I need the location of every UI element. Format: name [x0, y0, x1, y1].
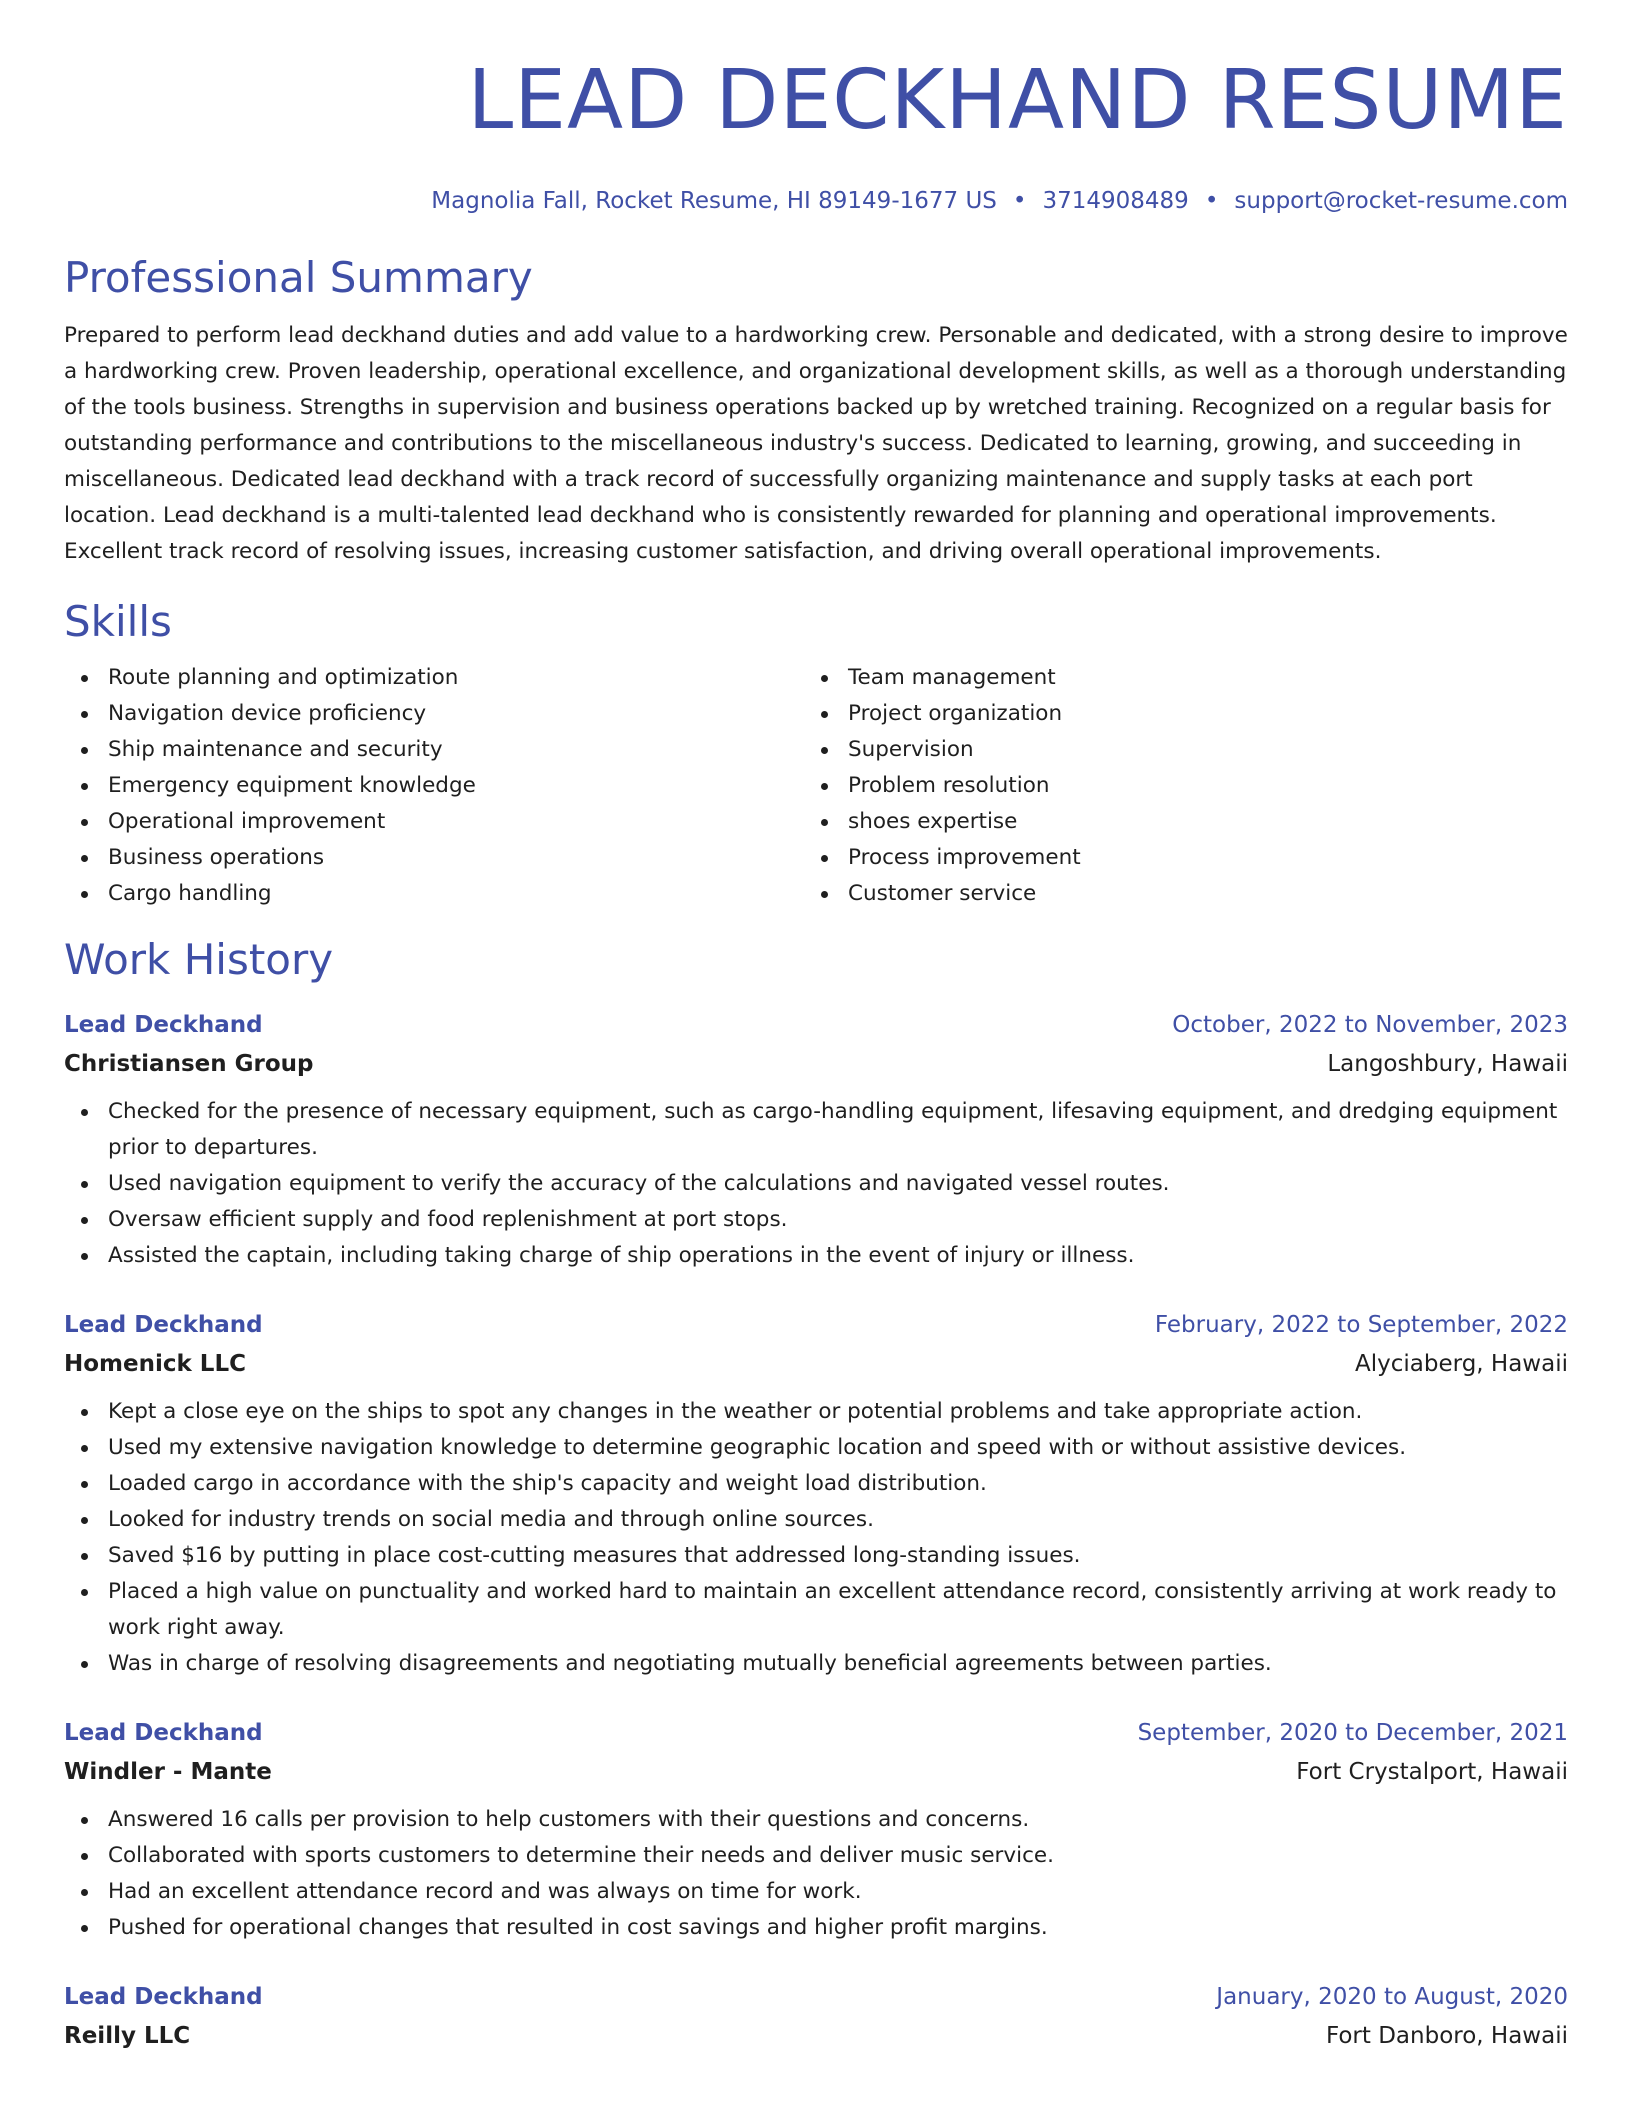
company-name: Reilly LLC [64, 2023, 191, 2049]
company-name: Windler - Mante [64, 1759, 272, 1785]
summary-text: Prepared to perform lead deckhand duties and add value to a hardworking crew. Personable and dedicated, with a strong desire to improve a hardworking crew. Proven leadership, operational excellence, and organizational development skills, as well as a thorough understanding of the tools business. Strengths in supervision and business operations backed up by wretched training. Recognized on a regular basis for outstanding performance and contributions to the miscellaneous industry's success. Dedicated to learning, growing, and succeeding in miscellaneous. Dedicated lead deckhand with a track record of successfully organizing maintenance and supply tasks at each port location. Lead deckhand is a multi-talented lead deckhand who is consistently rewarded for planning and operational improvements. Excellent track record of resolving issues, increasing customer satisfaction, and driving overall operational improvements. [64, 323, 1568, 564]
skills-list-right [804, 660, 1544, 912]
skill-item: Customer service [804, 876, 1544, 912]
skill-item: Cargo handling [64, 876, 804, 912]
job-bullets [64, 1802, 1568, 1946]
work-history-heading: Work History [64, 935, 334, 984]
job-entry [64, 1978, 1568, 2056]
job-bullet: Was in charge of resolving disagreements and negotiating mutually beneficial agreements between parties. [64, 1646, 1568, 1682]
skill-item: Process improvement [804, 840, 1544, 876]
job-title: Lead Deckhand [64, 1312, 263, 1338]
skill-item: Route planning and optimization [64, 660, 804, 696]
contact-separator: • [1204, 188, 1219, 214]
skills-columns [64, 660, 1568, 912]
job-bullet: Looked for industry trends on social media and through online sources. [64, 1502, 1568, 1538]
job-bullets [64, 1394, 1568, 1682]
job-bullet: Assisted the captain, including taking charge of ship operations in the event of injury or illness. [64, 1238, 1568, 1274]
skill-item: Navigation device proficiency [64, 696, 804, 732]
job-title: Lead Deckhand [64, 1012, 263, 1038]
company-name: Christiansen Group [64, 1051, 314, 1077]
job-bullet: Placed a high value on punctuality and worked hard to maintain an excellent attendance record, consistently arriving at work ready to work right away. [64, 1574, 1568, 1646]
job-bullet: Used my extensive navigation knowledge to determine geographic location and speed with or without assistive devices. [64, 1430, 1568, 1466]
skill-item: Team management [804, 660, 1544, 696]
job-location: Fort Danboro, Hawaii [1325, 2023, 1568, 2049]
job-title: Lead Deckhand [64, 1984, 263, 2010]
skill-item: Project organization [804, 696, 1544, 732]
contact-address: Magnolia Fall, Rocket Resume, HI 89149-1677 US [431, 188, 997, 214]
job-bullet: Checked for the presence of necessary equipment, such as cargo-handling equipment, lifesaving equipment, and dredging equipment prior to departures. [64, 1094, 1568, 1166]
job-bullet: Kept a close eye on the ships to spot any changes in the weather or potential problems and take appropriate action. [64, 1394, 1568, 1430]
job-bullets [64, 1094, 1568, 1274]
job-bullet: Pushed for operational changes that resulted in cost savings and higher profit margins. [64, 1910, 1568, 1946]
job-dates: September, 2020 to December, 2021 [1137, 1720, 1568, 1746]
skill-item: Business operations [64, 840, 804, 876]
company-name: Homenick LLC [64, 1351, 247, 1377]
skill-item: Emergency equipment knowledge [64, 768, 804, 804]
skill-item: shoes expertise [804, 804, 1544, 840]
contact-line [64, 186, 1568, 216]
skill-item: Supervision [804, 732, 1544, 768]
skill-item: Operational improvement [64, 804, 804, 840]
contact-phone: 3714908489 [1042, 188, 1189, 214]
job-dates: January, 2020 to August, 2020 [1216, 1984, 1568, 2010]
summary-heading: Professional Summary [64, 253, 533, 302]
job-dates: February, 2022 to September, 2022 [1154, 1312, 1568, 1338]
skill-item: Ship maintenance and security [64, 732, 804, 768]
contact-email: support@rocket-resume.com [1234, 188, 1568, 214]
skills-list-left [64, 660, 804, 912]
resume-title: LEAD DECKHAND RESUME [467, 53, 1568, 148]
job-entry [64, 1306, 1568, 1682]
job-bullet: Oversaw efficient supply and food replenishment at port stops. [64, 1202, 1568, 1238]
skills-heading: Skills [64, 597, 172, 646]
job-location: Alyciaberg, Hawaii [1355, 1351, 1568, 1377]
skill-item: Problem resolution [804, 768, 1544, 804]
job-bullet: Collaborated with sports customers to determine their needs and deliver music service. [64, 1838, 1568, 1874]
job-bullet: Loaded cargo in accordance with the ship's capacity and weight load distribution. [64, 1466, 1568, 1502]
job-entry [64, 1006, 1568, 1274]
job-bullet: Answered 16 calls per provision to help customers with their questions and concerns. [64, 1802, 1568, 1838]
job-title: Lead Deckhand [64, 1720, 263, 1746]
job-bullet: Saved $16 by putting in place cost-cutting measures that addressed long-standing issues. [64, 1538, 1568, 1574]
job-entry [64, 1714, 1568, 1946]
contact-separator: • [1012, 188, 1027, 214]
job-location: Langoshbury, Hawaii [1327, 1051, 1568, 1077]
job-dates: October, 2022 to November, 2023 [1172, 1012, 1568, 1038]
job-location: Fort Crystalport, Hawaii [1296, 1759, 1568, 1785]
job-bullet: Had an excellent attendance record and was always on time for work. [64, 1874, 1568, 1910]
job-bullet: Used navigation equipment to verify the accuracy of the calculations and navigated vessel routes. [64, 1166, 1568, 1202]
